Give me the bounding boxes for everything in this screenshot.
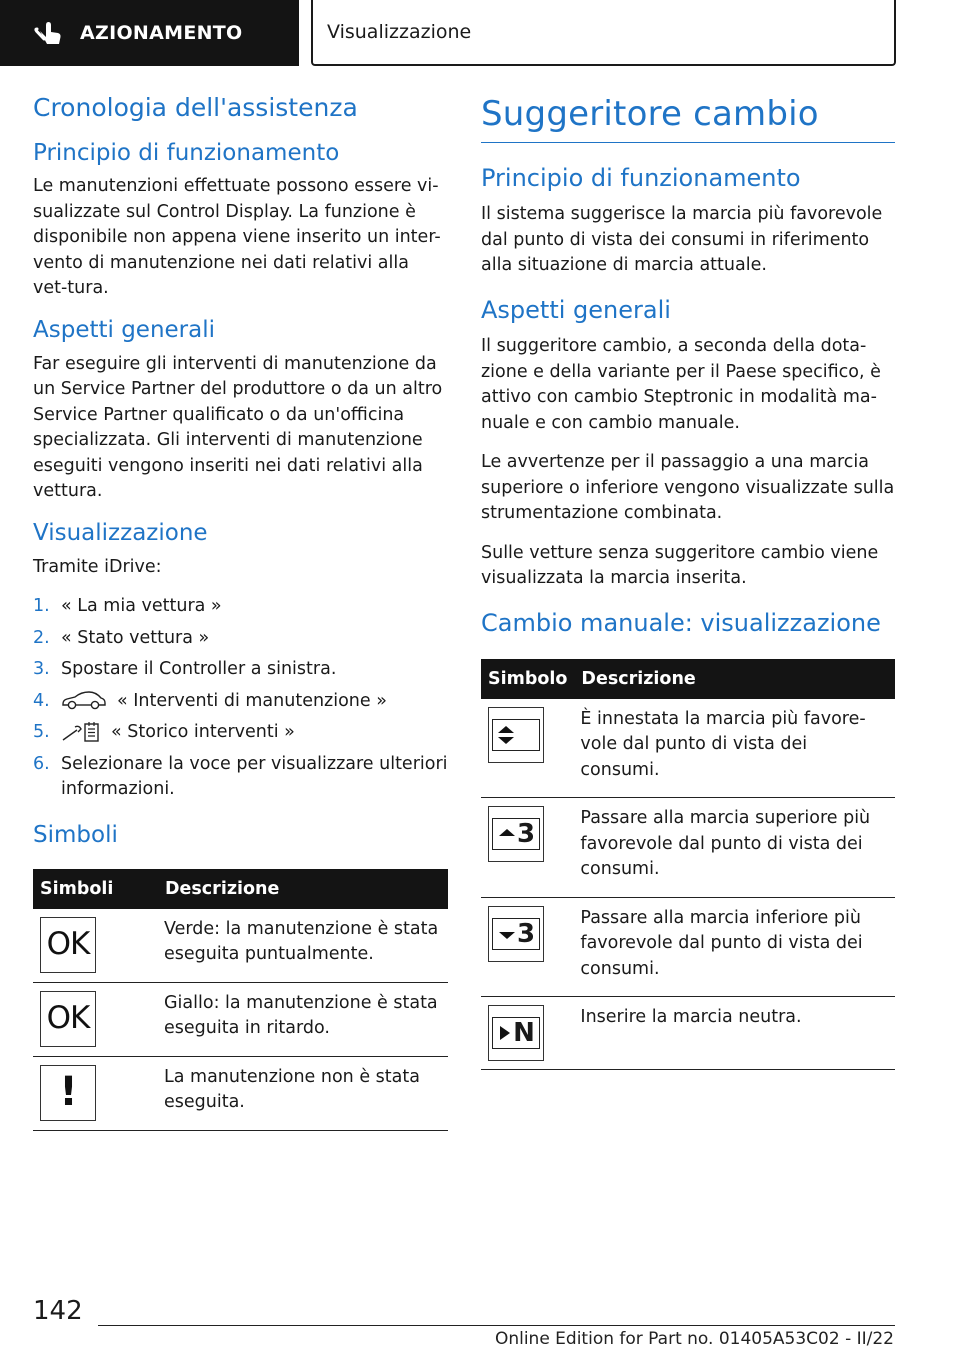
right-principio-text: Il sistema suggerisce la marcia più favorevole dal punto di vista dei consumi in riferimento alla situazione di marcia attuale. bbox=[481, 204, 883, 276]
right-aspetti-p1: Il suggeritore cambio, a seconda della dota-zione e della variante per il Paese specifico, è attivo con cambio Steptronic in modalità ma-nuale e con cambio manuale. bbox=[481, 336, 881, 433]
table-row: 3 Passare alla marcia inferiore più favorevole dal punto di vista dei consumi. bbox=[481, 897, 895, 997]
section-tab bbox=[0, 0, 299, 66]
list-item: 4. « Interventi di manutenzione » bbox=[33, 690, 387, 711]
table-row: N Inserire la marcia neutra. bbox=[481, 997, 895, 1070]
list-item: 2. « Stato vettura » bbox=[33, 627, 210, 648]
shift-up-icon: 3 bbox=[488, 806, 544, 862]
exclamation-icon: ! bbox=[40, 1065, 96, 1121]
col-header-symbol: Simboli bbox=[33, 869, 158, 909]
right-column bbox=[481, 92, 895, 1070]
neutral-gear-icon: N bbox=[488, 1005, 544, 1061]
left-column bbox=[33, 92, 448, 1131]
page-number: 142 bbox=[33, 1296, 83, 1326]
simboli-heading: Simboli bbox=[33, 821, 118, 848]
chapter-title: Visualizzazione bbox=[327, 21, 472, 43]
left-principio-heading: Principio di funzionamento bbox=[33, 139, 340, 166]
table-row: OK Verde: la manutenzione è stata eseguita puntualmente. bbox=[33, 909, 448, 983]
col-header-symbol: Simbolo bbox=[481, 659, 574, 699]
idrive-steps bbox=[33, 594, 448, 803]
ok-green-icon: OK bbox=[40, 917, 96, 973]
visualizzazione-heading: Visualizzazione bbox=[33, 519, 208, 546]
right-aspetti-heading: Aspetti generali bbox=[481, 295, 671, 324]
right-aspetti-p3: Sulle vetture senza suggeritore cambio viene visualizzata la marcia inserita. bbox=[481, 542, 879, 589]
gear-table bbox=[481, 659, 895, 1071]
table-row: 3 Passare alla marcia superiore più favorevole dal punto di vista dei consumi. bbox=[481, 798, 895, 898]
shift-down-icon: 3 bbox=[488, 906, 544, 962]
hand-pointer-icon bbox=[34, 17, 66, 49]
visualizzazione-intro: Tramite iDrive: bbox=[33, 556, 162, 577]
left-title: Cronologia dell'assistenza bbox=[33, 93, 358, 122]
right-title: Suggeritore cambio bbox=[481, 92, 895, 143]
section-title: AZIONAMENTO bbox=[80, 22, 243, 44]
list-item: 3. Spostare il Controller a sinistra. bbox=[33, 659, 337, 680]
simboli-table bbox=[33, 869, 448, 1131]
footer-divider bbox=[98, 1325, 895, 1326]
table-row: È innestata la marcia più favore-vole dal punto di vista dei consumi. bbox=[481, 699, 895, 798]
col-header-desc: Descrizione bbox=[158, 869, 448, 909]
left-aspetti-text: Far eseguire gli interventi di manutenzione da un Service Partner del produttore o da un altro Service Partner qualificato o da un'officina specializzata. Gli interventi di manutenzione eseguiti vengono inseriti nei dati relativi alla vettura. bbox=[33, 353, 443, 502]
car-icon bbox=[61, 689, 107, 711]
list-item: 5. « Storico interventi » bbox=[33, 722, 295, 743]
right-aspetti-p2: Le avvertenze per il passaggio a una marcia superiore o inferiore vengono visualizzate sulla strumentazione combinata. bbox=[481, 452, 895, 524]
col-header-desc: Descrizione bbox=[574, 659, 895, 699]
right-principio-heading: Principio di funzionamento bbox=[481, 164, 801, 193]
table-row: OK Giallo: la manutenzione è stata eseguita in ritardo. bbox=[33, 982, 448, 1056]
optimal-gear-icon bbox=[488, 707, 544, 763]
chapter-tab bbox=[311, 0, 896, 66]
manuale-heading: Cambio manuale: visualizzazione bbox=[481, 608, 881, 637]
left-aspetti-heading: Aspetti generali bbox=[33, 316, 216, 343]
service-history-icon bbox=[61, 720, 101, 744]
edition-note: Online Edition for Part no. 01405A53C02 - II/22 bbox=[494, 1329, 894, 1349]
list-item: 6. Selezionare la voce per visualizzare ulteriori informazioni. bbox=[33, 753, 448, 800]
list-item: 1. « La mia vettura » bbox=[33, 596, 222, 617]
table-row: ! La manutenzione non è stata eseguita. bbox=[33, 1056, 448, 1130]
left-principio-text: Le manutenzioni effettuate possono essere vi-sualizzate sul Control Display. La funzione è disponibile non appena viene inserito un inter-vento di manutenzione nei dati relativi alla vet-tura. bbox=[33, 176, 441, 299]
ok-yellow-icon: OK bbox=[40, 991, 96, 1047]
